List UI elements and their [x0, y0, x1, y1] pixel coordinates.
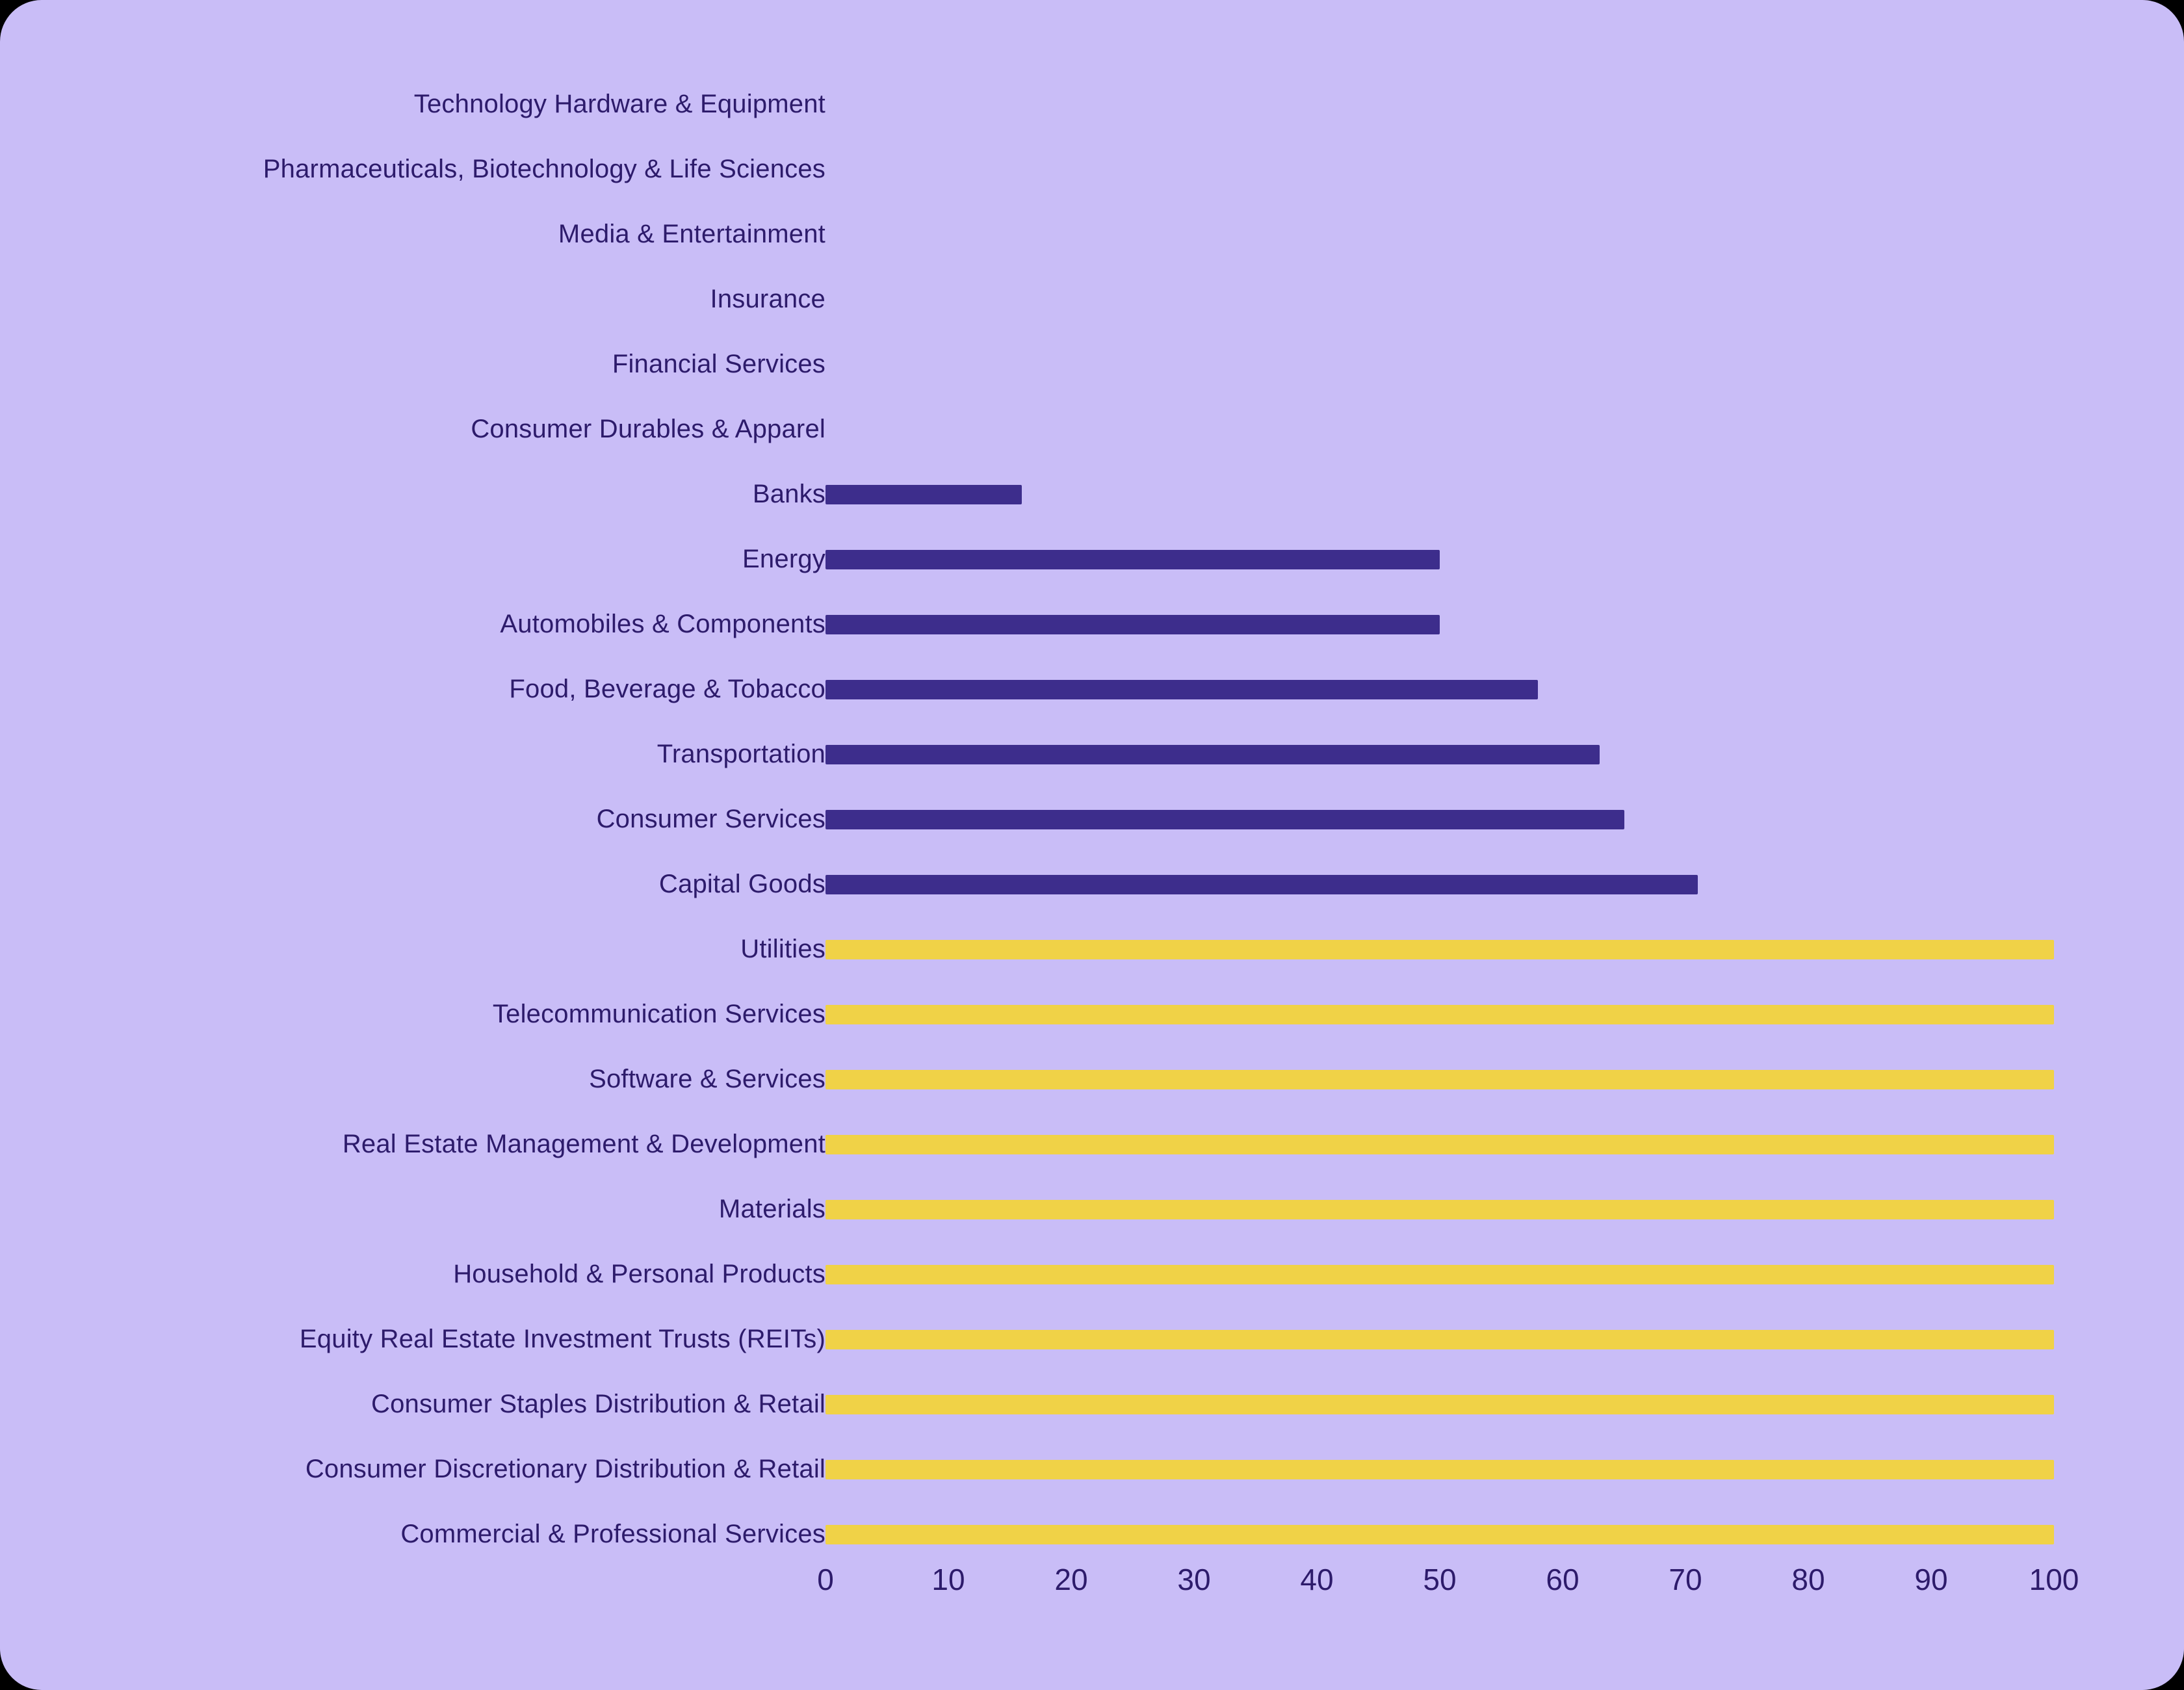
category-label: Consumer Staples Distribution & Retail — [370, 1390, 826, 1418]
chart-row — [0, 1306, 2184, 1372]
category-label: Software & Services — [589, 1065, 826, 1093]
bar — [826, 745, 1600, 764]
bar-track — [826, 396, 2054, 462]
bar-track — [826, 1112, 2054, 1176]
x-tick-label: 60 — [1546, 1563, 1580, 1596]
x-axis — [817, 1560, 2079, 1612]
bar — [826, 1395, 2054, 1414]
category-label: Real Estate Management & Development — [342, 1130, 826, 1158]
category-label: Banks — [752, 480, 826, 508]
category-label: Transportation — [656, 740, 826, 768]
bar — [826, 615, 1440, 634]
bar-track — [826, 136, 2054, 202]
category-label: Energy — [742, 545, 826, 573]
category-label: Telecommunication Services — [492, 1000, 826, 1028]
category-label: Food, Beverage & Tobacco — [509, 675, 826, 703]
chart-row — [0, 332, 2184, 396]
x-tick-label: 90 — [1914, 1563, 1948, 1596]
category-label: Consumer Services — [596, 805, 826, 833]
category-label: Insurance — [710, 285, 826, 313]
bar — [826, 550, 1440, 569]
category-label: Consumer Discretionary Distribution & Retail — [305, 1455, 826, 1483]
bar — [826, 1265, 2054, 1284]
chart-row — [0, 136, 2184, 202]
chart-row — [0, 1372, 2184, 1436]
chart-row — [0, 1046, 2184, 1112]
bar — [826, 1200, 2054, 1219]
bar-track — [826, 852, 2054, 916]
category-label: Capital Goods — [658, 870, 826, 898]
category-label: Household & Personal Products — [453, 1260, 826, 1288]
bar-track — [826, 1502, 2054, 1566]
chart-row — [0, 202, 2184, 266]
bar — [826, 940, 2054, 959]
chart-row — [0, 462, 2184, 526]
bar — [826, 1460, 2054, 1479]
bar-track — [826, 1242, 2054, 1306]
bar-track — [826, 1176, 2054, 1242]
bar — [826, 1135, 2054, 1154]
chart-row — [0, 982, 2184, 1046]
chart-row — [0, 852, 2184, 916]
chart-row — [0, 592, 2184, 656]
chart-row — [0, 1436, 2184, 1502]
x-tick-label: 0 — [817, 1563, 834, 1596]
x-tick-label: 20 — [1054, 1563, 1088, 1596]
bar-track — [826, 916, 2054, 982]
bar-track — [826, 526, 2054, 592]
bar — [826, 875, 1698, 894]
bar-track — [826, 592, 2054, 656]
bar — [826, 485, 1022, 504]
x-tick-label: 10 — [931, 1563, 965, 1596]
bar-track — [826, 1436, 2054, 1502]
chart-row — [0, 786, 2184, 852]
bar-track — [826, 1372, 2054, 1436]
chart-row — [0, 72, 2184, 136]
bar-track — [826, 722, 2054, 786]
chart-row — [0, 266, 2184, 332]
category-label: Pharmaceuticals, Biotechnology & Life Sciences — [263, 155, 826, 183]
bar-track — [826, 72, 2054, 136]
category-label: Utilities — [740, 935, 826, 963]
bar-track — [826, 462, 2054, 526]
bar-track — [826, 202, 2054, 266]
bar — [826, 810, 1624, 829]
bar-track — [826, 786, 2054, 852]
chart-row — [0, 1176, 2184, 1242]
category-label: Financial Services — [612, 350, 826, 378]
x-tick-label: 70 — [1669, 1563, 1702, 1596]
category-label: Equity Real Estate Investment Trusts (REITs) — [299, 1325, 826, 1353]
category-label: Materials — [718, 1195, 826, 1223]
x-tick-label: 40 — [1300, 1563, 1334, 1596]
bar — [826, 1070, 2054, 1089]
x-tick-label: 80 — [1791, 1563, 1825, 1596]
bar-track — [826, 656, 2054, 722]
chart-row — [0, 1112, 2184, 1176]
bar — [826, 1525, 2054, 1544]
chart-row — [0, 916, 2184, 982]
x-tick-label: 30 — [1177, 1563, 1211, 1596]
bar — [826, 680, 1538, 699]
bar-track — [826, 1046, 2054, 1112]
category-label: Media & Entertainment — [558, 220, 826, 248]
category-label: Technology Hardware & Equipment — [413, 90, 826, 118]
chart-row — [0, 1242, 2184, 1306]
bar-track — [826, 266, 2054, 332]
chart-row — [0, 656, 2184, 722]
bar-track — [826, 332, 2054, 396]
category-label: Commercial & Professional Services — [400, 1520, 826, 1548]
x-tick-label: 100 — [2029, 1563, 2079, 1596]
bar-track — [826, 1306, 2054, 1372]
chart-row — [0, 722, 2184, 786]
bar — [826, 1330, 2054, 1349]
category-label: Consumer Durables & Apparel — [471, 415, 826, 443]
category-label: Automobiles & Components — [500, 610, 826, 638]
bar-track — [826, 982, 2054, 1046]
chart-row — [0, 526, 2184, 592]
chart-row — [0, 1502, 2184, 1566]
x-tick-label: 50 — [1423, 1563, 1457, 1596]
chart-row — [0, 396, 2184, 462]
bar — [826, 1005, 2054, 1024]
